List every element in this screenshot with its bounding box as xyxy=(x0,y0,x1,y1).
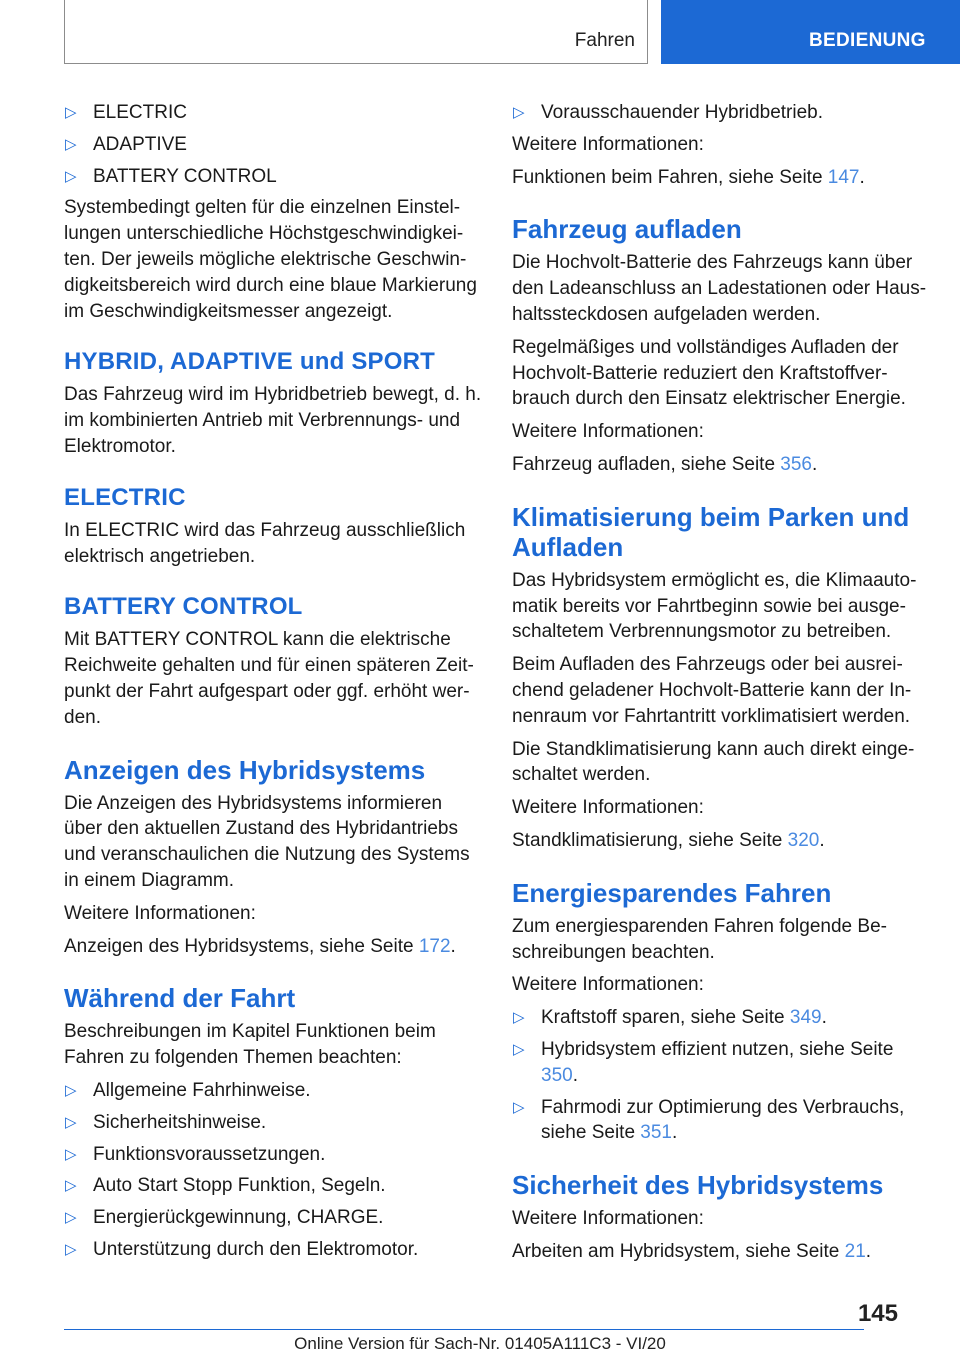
reference-anzeigen: Anzeigen des Hybridsystems, siehe Seite 172. xyxy=(64,935,456,957)
list-item: ▷ Kraftstoff sparen, siehe Seite 349. xyxy=(512,1005,932,1031)
reference-aufladen: Fahrzeug aufladen, siehe Seite 356. xyxy=(512,453,818,475)
list-item: ▷ Sicherheitshinweise. xyxy=(64,1110,484,1136)
footer-divider xyxy=(64,1329,864,1330)
triangle-bullet-icon: ▷ xyxy=(65,104,77,121)
header-frame xyxy=(64,0,648,64)
triangle-bullet-icon: ▷ xyxy=(513,1098,525,1116)
heading-hybrid-adaptive-sport: HYBRID, ADAPTIVE und SPORT xyxy=(64,348,435,376)
triangle-bullet-icon: ▷ xyxy=(65,1209,77,1227)
heading-klimatisierung: Klimatisierung beim Parken und Aufladen xyxy=(512,501,910,562)
page-link[interactable]: 21 xyxy=(844,1240,866,1262)
page-link[interactable]: 350 xyxy=(541,1064,573,1086)
more-info-label: Weitere Informationen: xyxy=(512,797,704,819)
list-item: ▷ Hybridsystem effizient nutzen, siehe Seite 350. xyxy=(513,1038,894,1086)
heading-fahrzeug-aufladen: Fahrzeug aufladen xyxy=(512,214,742,245)
list-item: ▷ Unterstützung durch den Elektromotor. xyxy=(64,1237,484,1263)
more-info-label: Weitere Informationen: xyxy=(512,133,704,155)
triangle-bullet-icon: ▷ xyxy=(65,1113,77,1131)
list-item: ▷ Auto Start Stopp Funktion, Segeln. xyxy=(64,1173,484,1199)
header-section-title: Fahren xyxy=(574,30,635,51)
list-item: ▷ Vorausschauender Hybridbetrieb. xyxy=(512,100,932,126)
page-number: 145 xyxy=(857,1300,898,1327)
list-item: ▷ Allgemeine Fahrhinweise. xyxy=(64,1078,484,1104)
paragraph-fahrt: Beschreibungen im Kapitel Funktionen beim Fahren zu folgenden Themen beachten: xyxy=(64,1021,436,1069)
paragraph-hybrid: Das Fahrzeug wird im Hybridbetrieb bewegt, d. h. im kombinierten Antrieb mit Verbrennungs- und Elektromotor. xyxy=(64,384,482,457)
page-link[interactable]: 147 xyxy=(827,166,860,188)
paragraph-klima-1: Das Hybridsystem ermöglicht es, die Klimaauto-matik bereits vor Fahrtbeginn sowie bei ausge-schaltetem Verbrennungsmotor zu betreiben. xyxy=(512,569,917,643)
paragraph-aufladen-2: Regelmäßiges und vollständiges Aufladen der Hochvolt-Batterie reduziert den Kraftstoffver-brauch durch den Einsatz elektrischer Energie. xyxy=(512,336,906,410)
more-info-label: Weitere Informationen: xyxy=(64,902,256,924)
intro-paragraph: Systembedingt gelten für die einzelnen Einstel-lungen unterschiedliche Höchstgeschwindigkei-ten. Der jeweils mögliche elektrische Geschwin-digkeitsbereich wird durch eine blaue Markierung im Geschwindigkeitsmesser angezeigt. xyxy=(64,197,477,322)
paragraph-klima-3: Die Standklimatisierung kann auch direkt einge-schaltet werden. xyxy=(512,738,915,786)
paragraph-battery-control: Mit BATTERY CONTROL kann die elektrische Reichweite gehalten und für einen späteren Zeit-punkt der Fahrt aufgespart oder ggf. erhöht wer-den. xyxy=(64,629,474,728)
triangle-bullet-icon: ▷ xyxy=(65,167,77,185)
paragraph-energie: Zum energiesparenden Fahren folgende Be-schreibungen beachten. xyxy=(512,915,887,963)
more-info-label: Weitere Informationen: xyxy=(512,421,704,443)
paragraph-klima-2: Beim Aufladen des Fahrzeugs oder bei ausrei-chend geladener Hochvolt-Batterie kann der In-nenraum vor Fahrtantritt vorklimatisiert werden. xyxy=(512,654,912,727)
more-info-label: Weitere Informationen: xyxy=(512,974,704,996)
header-chapter-tab: BEDIENUNG xyxy=(661,0,960,64)
list-item: ▷ Energierückgewinnung, CHARGE. xyxy=(64,1205,484,1231)
page-link[interactable]: 351 xyxy=(640,1122,672,1144)
heading-waehrend-der-fahrt: Während der Fahrt xyxy=(64,983,296,1014)
triangle-bullet-icon: ▷ xyxy=(513,1009,525,1027)
reference-sicherheit: Arbeiten am Hybridsystem, siehe Seite 21. xyxy=(512,1240,872,1262)
page-link[interactable]: 320 xyxy=(787,829,820,851)
list-item: ▷ ELECTRIC xyxy=(64,100,484,126)
paragraph-aufladen-1: Die Hochvolt-Batterie des Fahrzeugs kann über den Ladeanschluss an Ladestationen oder Haus-haltssteckdosen aufgeladen werden. xyxy=(512,252,927,325)
triangle-bullet-icon: ▷ xyxy=(513,104,525,121)
left-column xyxy=(64,100,484,1269)
list-item: ▷ Funktionsvoraussetzungen. xyxy=(64,1142,484,1168)
triangle-bullet-icon: ▷ xyxy=(65,1145,77,1163)
list-item: ▷ Fahrmodi zur Optimierung des Verbrauchs, siehe Seite 351. xyxy=(513,1096,905,1144)
triangle-bullet-icon: ▷ xyxy=(513,1040,525,1058)
triangle-bullet-icon: ▷ xyxy=(65,1177,77,1195)
reference-funktionen: Funktionen beim Fahren, siehe Seite 147. xyxy=(512,166,865,188)
page-link[interactable]: 349 xyxy=(789,1007,822,1029)
list-item: ▷ BATTERY CONTROL xyxy=(64,164,484,190)
heading-battery-control: BATTERY CONTROL xyxy=(64,593,303,621)
heading-anzeigen: Anzeigen des Hybridsystems xyxy=(64,754,426,785)
list-item: ▷ ADAPTIVE xyxy=(64,132,484,158)
more-info-label: Weitere Informationen: xyxy=(512,1208,704,1230)
triangle-bullet-icon: ▷ xyxy=(65,1240,77,1258)
triangle-bullet-icon: ▷ xyxy=(65,135,77,153)
triangle-bullet-icon: ▷ xyxy=(65,1081,77,1099)
paragraph-anzeigen: Die Anzeigen des Hybridsystems informieren über den aktuellen Zustand des Hybridantriebs und veranschaulichen die Nutzung des Systems in einem Diagramm. xyxy=(64,792,470,891)
footer-online-version: Online Version für Sach-Nr. 01405A111C3 - VI/20 xyxy=(294,1334,666,1353)
page-link[interactable]: 356 xyxy=(780,453,812,475)
heading-sicherheit: Sicherheit des Hybridsystems xyxy=(512,1170,884,1201)
page-link[interactable]: 172 xyxy=(418,935,451,957)
right-column xyxy=(512,100,932,1272)
heading-electric: ELECTRIC xyxy=(64,483,186,511)
heading-energiesparendes-fahren: Energiesparendes Fahren xyxy=(512,877,832,908)
reference-klima: Standklimatisierung, siehe Seite 320. xyxy=(512,829,825,851)
paragraph-electric: In ELECTRIC wird das Fahrzeug ausschließlich elektrisch angetrieben. xyxy=(64,519,466,567)
